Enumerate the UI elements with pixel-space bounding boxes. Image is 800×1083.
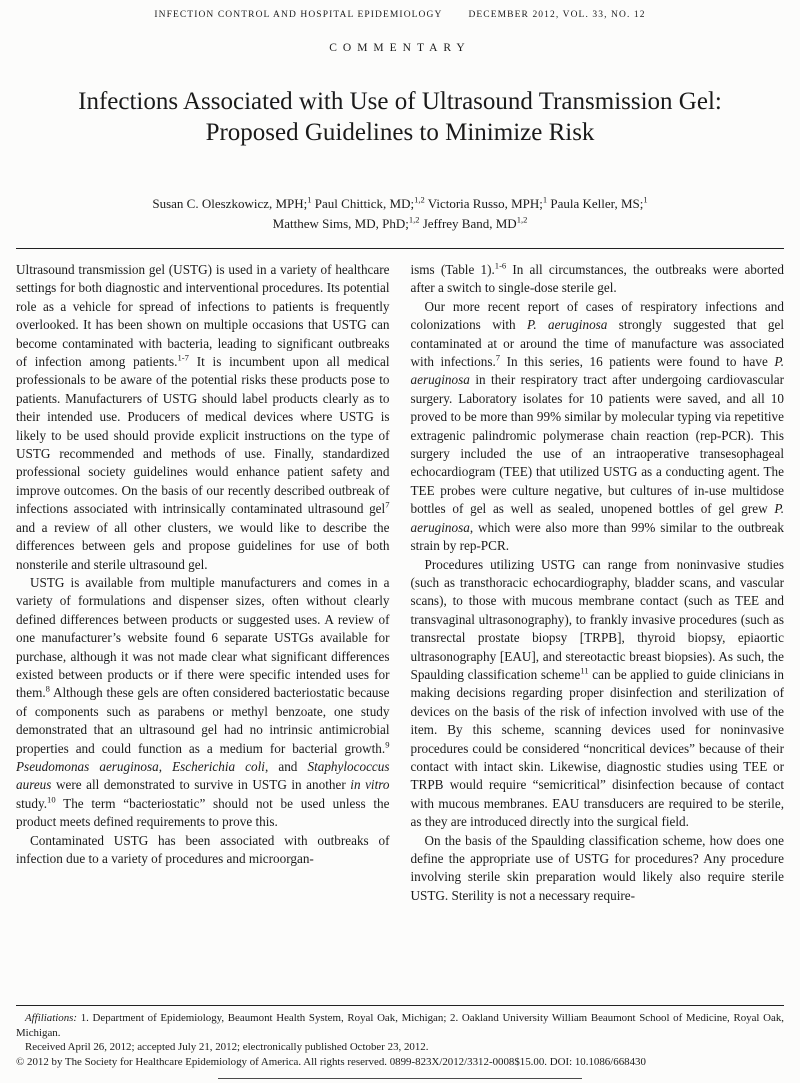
paragraph: Procedures utilizing USTG can range from noninvasive studies (such as transthoracic echocardiography, bladder scans, and vascular scans), to those with mucous membrane contact (such as TEE and transvaginal ultrasonography), to frankly invasive procedures (such as transrectal prostate biopsy [TRPB], thyroid biopsy, epiaortic ultrasonography [EAU], and stereotactic breast biopsies). As such, the Spaulding classification scheme$^{11}$ can be applied to guide clinicians in making decisions regarding proper disinfection and sterilization of devices on the basis of the risk of infection involved with use of the item. By this scheme, scanning devices used for noninvasive procedures could be considered “noncritical devices” because of their contact with intact skin. Likewise, diagnostic studies using TEE or TRPB would require “semicritical” disinfection because of contact with mucous membranes. EAU transducers are required to be sterile, as they are introduced directly into the surgical field. (410, 556, 784, 830)
paragraph: Our more recent report of cases of respiratory infections and colonizations with P. aeruginosa strongly suggested that gel contaminated at or around the time of manufacture was associated with infections.$^7$ In this series, 16 patients were found to have P. aeruginosa in their respiratory tract after undergoing cardiovascular surgery. Laboratory isolates for 10 patients were saved, and all 10 proved to be more than 99% similar by molecular typing via repetitive extragenic palindromic polymerase chain reaction (rep-PCR). This surgery included the use of an intraoperative transesophageal echocardiogram (TEE) that utilized USTG as a conducting agent. The TEE probes were culture negative, but cultures of in-use multidose bottles of gel as well as sealed, unopened bottles of gel grew P. aeruginosa, which were also more than 99% similar to the outbreak strain by rep-PCR. (410, 298, 784, 554)
paragraph: isms (Table 1).$^{1-6}$ In all circumstances, the outbreaks were aborted after a switch to single-dose sterile gel. (410, 261, 784, 296)
author-line-1: Susan C. Oleszkowicz, MPH;$^1$ Paul Chittick, MD;$^{1,2}$ Victoria Russo, MPH;$^1$ Paula Keller, MS;$^1$ (152, 194, 648, 211)
running-head (16, 10, 784, 20)
author-line-2: Matthew Sims, MD, PhD;$^{1,2}$ Jeffrey Band, MD$^{1,2}$ (272, 214, 528, 231)
issue-info: DECEMBER 2012, VOL. 33, NO. 12 (468, 10, 646, 20)
article-body (16, 261, 784, 991)
received-note: Received April 26, 2012; accepted July 21, 2012; electronically published October 23, 2012. (25, 1041, 429, 1053)
article-title (16, 86, 784, 148)
paragraph: Contaminated USTG has been associated with outbreaks of infection due to a variety of procedures and microorgan- (16, 832, 390, 866)
right-column (411, 261, 785, 991)
paragraph: On the basis of the Spaulding classification scheme, how does one define the appropriate use of USTG for procedures? Any procedure involving sterile skin preparation would likely also require sterile USTG. Sterility is not a necessary require- (410, 832, 784, 903)
journal-name: INFECTION CONTROL AND HOSPITAL EPIDEMIOLOGY (154, 10, 443, 20)
title-rule (16, 248, 784, 249)
paragraph: Ultrasound transmission gel (USTG) is used in a variety of healthcare settings for both diagnostic and interventional procedures. Its potential role as a vehicle for spread of infections to patients is frequently overlooked. It has been shown on multiple occasions that USTG can become contaminated with bacteria, leading to significant outbreaks of infection among patients.$^{1-7}$ It is incumbent upon all medical professionals to be aware of the potential risks these products pose to patients. Manufacturers of USTG should label products clearly as to their intended use. Producers of medical devices where USTG is likely to be used should provide explicit instructions on the type of USTG recommended and methods of use. Finally, standardized professional society guidelines would enhance patient safety and improve outcomes. On the basis of our recently described outbreak of infections associated with intrinsically contaminated ultrasound gel$^7$ and a review of all other clusters, we would like to describe the differences between gels and propose guidelines for use of both nonsterile and sterile ultrasound gel. (16, 262, 390, 572)
copyright-note: © 2012 by The Society for Healthcare Epidemiology of America. All rights reserved. 0899-823X/2012/3312-0008$15.00. DOI: 10.1086/668430 (16, 1055, 646, 1068)
title-line-1: Infections Associated with Use of Ultrasound Transmission Gel: (78, 88, 722, 115)
bottom-rule (218, 1078, 582, 1079)
footnotes (16, 1005, 784, 1069)
title-line-2: Proposed Guidelines to Minimize Risk (205, 119, 595, 146)
left-column (16, 261, 390, 991)
paragraph: USTG is available from multiple manufacturers and comes in a variety of formulations and dispenser sizes, often without clearly defined differences between products or suggested uses. A review of one manufacturer’s website found 6 separate USTGs available for purchase, although it was not made clear what significant differences existed between products or if there were specific intended uses for them.$^8$ Although these gels are often considered bacteriostatic because of components such as parabens or methyl benzoate, one study demonstrated that an ultrasound gel had no intrinsic antimicrobial properties and could function as a medium for bacterial growth.$^9$ Pseudomonas aeruginosa, Escherichia coli, and Staphylococcus aureus were all demonstrated to survive in USTG in another in vitro study.$^{10}$ The term “bacteriostatic” should not be used unless the product meets defined requirements to prove this. (16, 574, 390, 830)
section-label: COMMENTARY (329, 42, 471, 54)
author-list (16, 194, 784, 233)
affiliations-note: Affiliations: 1. Department of Epidemiology, Beaumont Health System, Royal Oak, Michigan; 2. Oakland University William Beaumont School of Medicine, Royal Oak, Michigan. (16, 1012, 784, 1039)
